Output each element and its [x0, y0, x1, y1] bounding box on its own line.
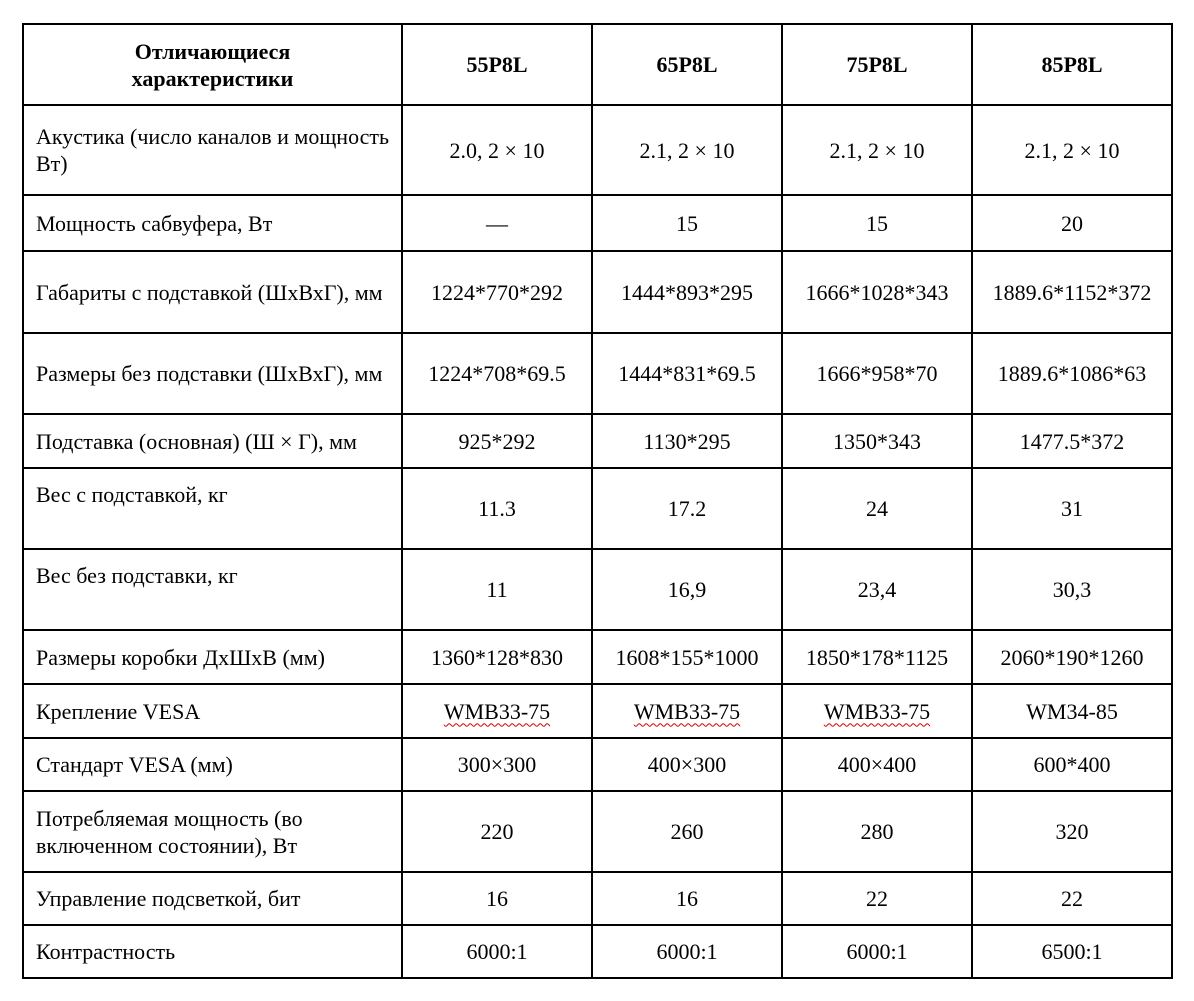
- value-cell: 280: [782, 791, 972, 872]
- feature-cell: Потребляемая мощность (во включенном состоянии), Вт: [23, 791, 402, 872]
- value-cell: 16: [592, 872, 782, 925]
- value-cell: 11.3: [402, 468, 592, 549]
- value-cell: 1350*343: [782, 414, 972, 468]
- value-cell: 300×300: [402, 738, 592, 791]
- table-row: [23, 872, 1172, 925]
- value-cell: [402, 684, 592, 738]
- value-cell: 22: [782, 872, 972, 925]
- value-cell: 2.1, 2 × 10: [782, 105, 972, 195]
- value-cell: 17.2: [592, 468, 782, 549]
- table-row: [23, 195, 1172, 251]
- value-cell: 1224*708*69.5: [402, 333, 592, 414]
- feature-cell: Габариты с подставкой (ШхВхГ), мм: [23, 251, 402, 333]
- header-model: 55P8L: [402, 24, 592, 105]
- value-cell: 1850*178*1125: [782, 630, 972, 684]
- value-cell: 600*400: [972, 738, 1172, 791]
- value-cell: 16,9: [592, 549, 782, 630]
- value-cell: 2.0, 2 × 10: [402, 105, 592, 195]
- value-cell: 15: [592, 195, 782, 251]
- value-cell: 23,4: [782, 549, 972, 630]
- feature-cell: Размеры коробки ДхШхВ (мм): [23, 630, 402, 684]
- value-cell: 320: [972, 791, 1172, 872]
- header-model: 85P8L: [972, 24, 1172, 105]
- spec-comparison-table: [22, 23, 1173, 979]
- value-cell: 1889.6*1152*372: [972, 251, 1172, 333]
- table-row: [23, 791, 1172, 872]
- value-cell: [782, 684, 972, 738]
- value-cell: 925*292: [402, 414, 592, 468]
- value-cell: 24: [782, 468, 972, 549]
- table-row: [23, 105, 1172, 195]
- feature-cell: Крепление VESA: [23, 684, 402, 738]
- table-row: [23, 414, 1172, 468]
- value-cell: 220: [402, 791, 592, 872]
- value-cell: 1444*831*69.5: [592, 333, 782, 414]
- value-cell: 6000:1: [782, 925, 972, 978]
- vesa-mount-value: WMB33-75: [443, 698, 551, 724]
- value-cell: 11: [402, 549, 592, 630]
- header-model: 65P8L: [592, 24, 782, 105]
- value-cell: 400×400: [782, 738, 972, 791]
- value-cell: 2060*190*1260: [972, 630, 1172, 684]
- value-cell: WM34-85: [972, 684, 1172, 738]
- header-row: [23, 24, 1172, 105]
- value-cell: 30,3: [972, 549, 1172, 630]
- table-row: [23, 684, 1172, 738]
- table-row: [23, 925, 1172, 978]
- value-cell: —: [402, 195, 592, 251]
- value-cell: 1666*1028*343: [782, 251, 972, 333]
- feature-cell: Контрастность: [23, 925, 402, 978]
- value-cell: 1666*958*70: [782, 333, 972, 414]
- value-cell: 31: [972, 468, 1172, 549]
- header-feature: Отличающиеся характеристики: [23, 24, 402, 105]
- value-cell: 1360*128*830: [402, 630, 592, 684]
- value-cell: 1608*155*1000: [592, 630, 782, 684]
- value-cell: 1477.5*372: [972, 414, 1172, 468]
- feature-cell: Мощность сабвуфера, Вт: [23, 195, 402, 251]
- table-row: [23, 630, 1172, 684]
- feature-cell: Размеры без подставки (ШхВхГ), мм: [23, 333, 402, 414]
- feature-cell: Вес с подставкой, кг: [23, 468, 402, 549]
- value-cell: 22: [972, 872, 1172, 925]
- value-cell: 2.1, 2 × 10: [972, 105, 1172, 195]
- table-row: [23, 549, 1172, 630]
- value-cell: 1889.6*1086*63: [972, 333, 1172, 414]
- value-cell: 1130*295: [592, 414, 782, 468]
- value-cell: 6000:1: [592, 925, 782, 978]
- table-row: [23, 738, 1172, 791]
- table-row: [23, 251, 1172, 333]
- value-cell: 6500:1: [972, 925, 1172, 978]
- table-row: [23, 468, 1172, 549]
- value-cell: 15: [782, 195, 972, 251]
- value-cell: 16: [402, 872, 592, 925]
- vesa-mount-value: WMB33-75: [823, 698, 931, 724]
- feature-cell: Вес без подставки, кг: [23, 549, 402, 630]
- feature-cell: Подставка (основная) (Ш × Г), мм: [23, 414, 402, 468]
- value-cell: 1444*893*295: [592, 251, 782, 333]
- value-cell: 2.1, 2 × 10: [592, 105, 782, 195]
- value-cell: 400×300: [592, 738, 782, 791]
- feature-cell: Акустика (число каналов и мощность Вт): [23, 105, 402, 195]
- value-cell: 1224*770*292: [402, 251, 592, 333]
- value-cell: 260: [592, 791, 782, 872]
- value-cell: [592, 684, 782, 738]
- value-cell: 6000:1: [402, 925, 592, 978]
- feature-cell: Управление подсветкой, бит: [23, 872, 402, 925]
- value-cell: 20: [972, 195, 1172, 251]
- feature-cell: Стандарт VESA (мм): [23, 738, 402, 791]
- vesa-mount-value: WMB33-75: [633, 698, 741, 724]
- table-row: [23, 333, 1172, 414]
- header-model: 75P8L: [782, 24, 972, 105]
